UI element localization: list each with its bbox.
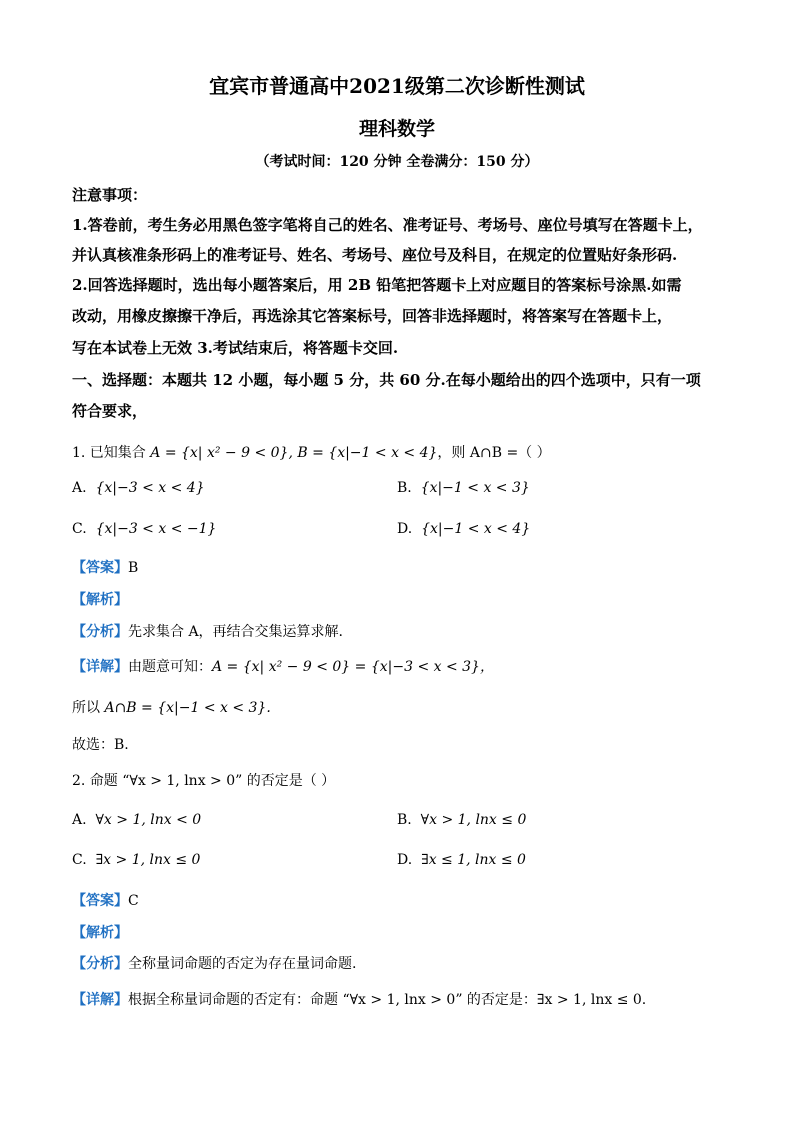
section-heading-line-2: 符合要求， (72, 402, 148, 420)
q1-conclusion: 故选：B. (72, 737, 129, 753)
q2-option-c-text: ∃x > 1, lnx ≤ 0 (95, 852, 201, 868)
subject-title: 理科数学 (358, 118, 435, 140)
section-heading-line-1: 一、选择题：本题共 12 小题，每小题 5 分，共 60 分.在每小题给出的四个选项中，只有一项 (72, 371, 701, 389)
notes-line-5: 写在本试卷上无效 3.考试结束后，将答题卡交回. (72, 339, 399, 357)
notes-line-2: 并认真核准条形码上的准考证号、姓名、考场号、座位号及科目，在规定的位置贴好条形码. (72, 246, 678, 264)
q1-option-d-text: {x|−1 < x < 4} (421, 521, 531, 537)
q1-option-a-label: A. (72, 480, 87, 496)
q1-option-a-text: {x|−3 < x < 4} (95, 480, 205, 496)
q2-option-a (72, 812, 201, 828)
q2-analysis-label (72, 922, 128, 942)
q1-stem-suffix: ，则 A∩B =（ ） (437, 445, 551, 461)
q2-analysis-label-text: 【解析】 (72, 925, 128, 941)
q1-analysis-label-text: 【解析】 (72, 592, 128, 608)
q1-detail-prefix: 由题意可知： (128, 659, 212, 675)
q1-option-b-text: {x|−1 < x < 3} (420, 480, 530, 496)
q1-option-d (397, 521, 530, 537)
q1-fenxi-text: 先求集合 A，再结合交集运算求解. (128, 624, 344, 640)
q2-detail-label: 【详解】 (72, 992, 128, 1008)
q2-option-d-label: D. (397, 852, 413, 868)
q2-detail (72, 989, 646, 1009)
q2-option-b (397, 812, 526, 828)
q2-fenxi (72, 953, 356, 973)
q2-fenxi-label: 【分析】 (72, 956, 128, 972)
q2-option-c (72, 852, 200, 868)
q1-option-c (72, 521, 216, 537)
q1-answer-value: B (128, 560, 139, 576)
q2-option-d (397, 852, 526, 868)
q1-option-c-text: {x|−3 < x < −1} (95, 521, 217, 537)
q1-option-b-label: B. (397, 480, 412, 496)
notes-line-1: 1.答卷前，考生务必用黑色签字笔将自己的姓名、准考证号、考场号、座位号填写在答题卡上， (72, 216, 703, 234)
q1-detail-label: 【详解】 (72, 659, 128, 675)
q1-answer-label: 【答案】 (72, 560, 128, 576)
q2-answer-value: C (128, 893, 139, 909)
q1-stem-math: A = {x| x² − 9 < 0}, B = {x|−1 < x < 4} (150, 445, 438, 461)
q1-fenxi-label: 【分析】 (72, 624, 128, 640)
q1-stem-prefix: 1. 已知集合 (72, 445, 151, 461)
q1-stem (72, 442, 551, 462)
q2-detail-text: 根据全称量词命题的否定有：命题 “∀x > 1, lnx > 0” 的否定是：∃x > 1, lnx ≤ 0. (128, 992, 647, 1008)
q2-option-a-text: ∀x > 1, lnx < 0 (95, 812, 202, 828)
q2-stem: 2. 命题 “∀x > 1, lnx > 0” 的否定是（ ） (72, 773, 336, 789)
q1-option-c-label: C. (72, 521, 87, 537)
q1-analysis-label (72, 589, 128, 609)
q1-answer (72, 557, 138, 577)
q1-intersection-prefix: 所以 (72, 700, 105, 716)
q2-option-b-text: ∀x > 1, lnx ≤ 0 (420, 812, 527, 828)
q2-answer-label: 【答案】 (72, 893, 128, 909)
q2-option-d-text: ∃x ≤ 1, lnx ≤ 0 (421, 852, 526, 868)
q1-intersection-math: A∩B = {x|−1 < x < 3}. (104, 700, 271, 716)
q1-option-a (72, 480, 205, 496)
q2-answer (72, 890, 139, 910)
notes-heading: 注意事项： (72, 186, 148, 204)
notes-line-3: 2.回答选择题时，选出每小题答案后，用 2B 铅笔把答题卡上对应题目的答案标号涂黑.如需 (72, 276, 682, 294)
notes-line-4: 改动，用橡皮擦擦干净后，再选涂其它答案标号，回答非选择题时，将答案写在答题卡上， (72, 307, 673, 325)
q1-detail-math: A = {x| x² − 9 < 0} = {x|−3 < x < 3}， (212, 659, 494, 675)
q1-intersection (72, 697, 271, 717)
q1-detail (72, 656, 494, 676)
document-title: 宜宾市普通高中2021级第二次诊断性测试 (209, 74, 585, 98)
exam-info: （考试时间：120 分钟 全卷满分：150 分） (255, 154, 539, 170)
q2-fenxi-text: 全称量词命题的否定为存在量词命题. (128, 956, 357, 972)
q2-option-c-label: C. (72, 852, 87, 868)
q1-option-d-label: D. (397, 521, 413, 537)
q2-option-a-label: A. (72, 812, 87, 828)
q1-fenxi (72, 621, 343, 641)
q1-option-b (397, 480, 530, 496)
q2-option-b-label: B. (397, 812, 412, 828)
